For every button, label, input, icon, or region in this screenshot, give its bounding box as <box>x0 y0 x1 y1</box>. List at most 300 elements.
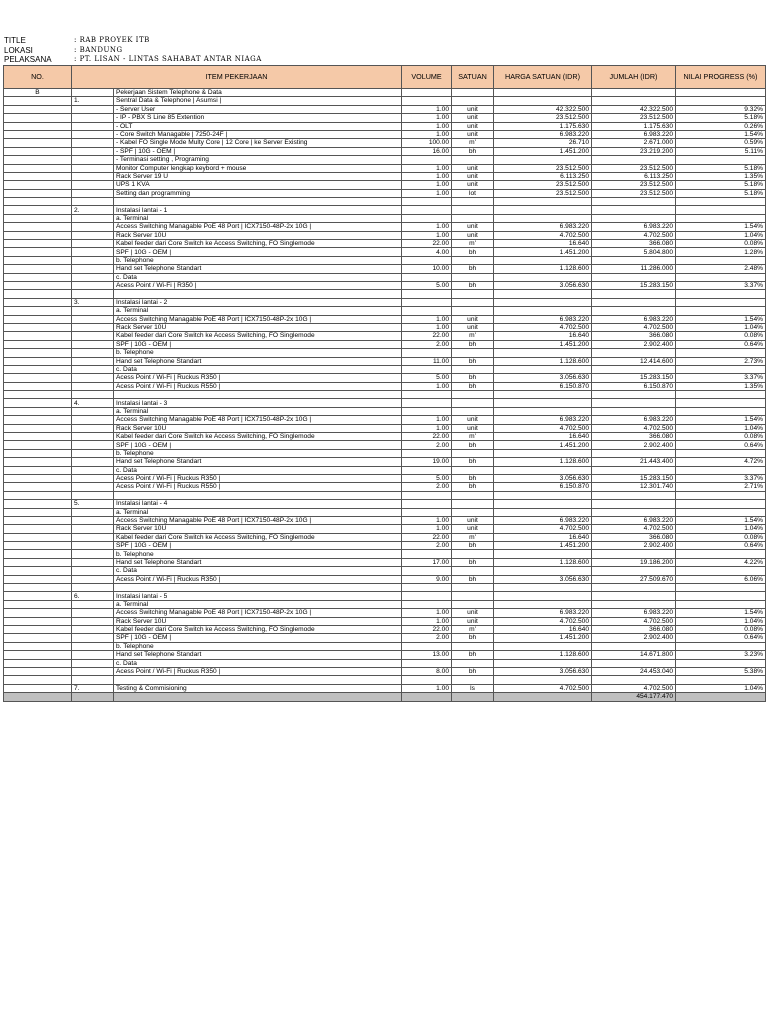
cell-jumlah: 21.443.400 <box>592 458 676 466</box>
cell-satuan <box>452 156 494 164</box>
cell-item: - Terminasi setting , Programing <box>114 156 402 164</box>
cell-volume: 13.00 <box>402 651 452 659</box>
cell-progress: 0.08% <box>676 626 766 634</box>
total-cell-blank <box>72 693 114 701</box>
cell-jumlah <box>592 273 676 281</box>
cell-progress: 1.54% <box>676 223 766 231</box>
cell-sub <box>72 626 114 634</box>
cell-sub: 1. <box>72 97 114 105</box>
cell-progress <box>676 642 766 650</box>
cell-item: Acess Point / Wi-Fi | Ruckus R550 | <box>114 382 402 390</box>
cell-sub <box>72 223 114 231</box>
cell-satuan: bh <box>452 382 494 390</box>
cell-sub <box>72 458 114 466</box>
cell-no <box>4 575 72 583</box>
cell-progress: 4.72% <box>676 458 766 466</box>
cell-no <box>4 667 72 675</box>
cell-item: Hand set Telephone Standart <box>114 357 402 365</box>
cell-no <box>4 281 72 289</box>
cell-item: Rack Server 10U <box>114 424 402 432</box>
cell-volume <box>402 365 452 373</box>
cell-sub <box>72 181 114 189</box>
cell-no <box>4 214 72 222</box>
cell-item: c. Data <box>114 659 402 667</box>
cell-satuan: m' <box>452 626 494 634</box>
cell-sub <box>72 130 114 138</box>
table-row <box>4 206 766 214</box>
cell-satuan: unit <box>452 609 494 617</box>
cell-no <box>4 399 72 407</box>
table-row <box>4 667 766 675</box>
cell-item: SPF | 10G - OEM | <box>114 542 402 550</box>
cell-volume <box>402 659 452 667</box>
table-row <box>4 542 766 550</box>
cell-harga: 16.640 <box>494 626 592 634</box>
cell-sub <box>72 214 114 222</box>
cell-volume: 9.00 <box>402 575 452 583</box>
cell-volume: 1.00 <box>402 516 452 524</box>
cell-satuan <box>452 642 494 650</box>
table-row <box>4 231 766 239</box>
cell-satuan <box>452 198 494 206</box>
cell-harga <box>494 642 592 650</box>
cell-progress <box>676 592 766 600</box>
cell-satuan: bh <box>452 340 494 348</box>
cell-harga: 16.640 <box>494 533 592 541</box>
cell-jumlah: 1.175.630 <box>592 122 676 130</box>
cell-jumlah: 15.283.150 <box>592 474 676 482</box>
cell-no <box>4 256 72 264</box>
cell-jumlah <box>592 550 676 558</box>
table-row <box>4 567 766 575</box>
table-row <box>4 147 766 155</box>
cell-satuan: unit <box>452 122 494 130</box>
cell-volume <box>402 642 452 650</box>
cell-no <box>4 130 72 138</box>
cell-item: - Server User <box>114 105 402 113</box>
cell-satuan: bh <box>452 458 494 466</box>
cell-no <box>4 223 72 231</box>
cell-jumlah <box>592 491 676 499</box>
cell-item <box>114 676 402 684</box>
cell-item: Access Switching Managable PoE 48 Port | ICX7150-48P-2x 10G | <box>114 315 402 323</box>
cell-sub <box>72 516 114 524</box>
cell-sub <box>72 550 114 558</box>
cell-progress <box>676 349 766 357</box>
cell-harga: 1.451.200 <box>494 248 592 256</box>
cell-volume: 1.00 <box>402 525 452 533</box>
cell-jumlah <box>592 391 676 399</box>
cell-no <box>4 567 72 575</box>
cell-item: SPF | 10G - OEM | <box>114 441 402 449</box>
cell-volume <box>402 256 452 264</box>
cell-sub <box>72 265 114 273</box>
cell-jumlah: 11.286.000 <box>592 265 676 273</box>
cell-item: b. Telephone <box>114 642 402 650</box>
cell-harga: 3.056.630 <box>494 575 592 583</box>
cell-no <box>4 265 72 273</box>
cell-volume: 8.00 <box>402 667 452 675</box>
cell-sub <box>72 139 114 147</box>
cell-item: c. Data <box>114 273 402 281</box>
cell-volume: 5.00 <box>402 281 452 289</box>
cell-progress <box>676 500 766 508</box>
cell-volume <box>402 349 452 357</box>
table-row <box>4 609 766 617</box>
cell-progress: 0.64% <box>676 441 766 449</box>
cell-volume: 1.00 <box>402 105 452 113</box>
cell-sub <box>72 449 114 457</box>
cell-volume <box>402 198 452 206</box>
cell-sub <box>72 508 114 516</box>
cell-satuan: m' <box>452 139 494 147</box>
cell-satuan: bh <box>452 483 494 491</box>
table-row <box>4 156 766 164</box>
cell-satuan: bh <box>452 667 494 675</box>
cell-item <box>114 198 402 206</box>
table-row <box>4 223 766 231</box>
table-row <box>4 349 766 357</box>
cell-jumlah: 6.983.220 <box>592 315 676 323</box>
cell-volume: 11.00 <box>402 357 452 365</box>
cell-no <box>4 659 72 667</box>
cell-sub <box>72 424 114 432</box>
cell-satuan: unit <box>452 130 494 138</box>
cell-progress: 5.18% <box>676 189 766 197</box>
cell-volume: 2.00 <box>402 542 452 550</box>
cell-jumlah: 12.414.600 <box>592 357 676 365</box>
cell-harga: 6.983.220 <box>494 223 592 231</box>
cell-item: UPS 1 KVA <box>114 181 402 189</box>
table-row <box>4 214 766 222</box>
cell-item: - SPF | 10G - OEM | <box>114 147 402 155</box>
table-row <box>4 659 766 667</box>
cell-progress <box>676 584 766 592</box>
cell-volume <box>402 500 452 508</box>
cell-item: Rack Server 19 U <box>114 172 402 180</box>
cell-sub <box>72 290 114 298</box>
cell-volume <box>402 214 452 222</box>
cell-progress <box>676 391 766 399</box>
cell-item: Sentral Data & Telephone | Asumsi | <box>114 97 402 105</box>
table-row <box>4 584 766 592</box>
cell-harga: 1.128.600 <box>494 558 592 566</box>
cell-satuan: unit <box>452 231 494 239</box>
cell-progress: 1.04% <box>676 424 766 432</box>
cell-progress <box>676 214 766 222</box>
cell-no <box>4 248 72 256</box>
cell-volume: 1.00 <box>402 617 452 625</box>
cell-progress: 3.37% <box>676 281 766 289</box>
cell-sub <box>72 147 114 155</box>
cell-satuan: unit <box>452 181 494 189</box>
cell-satuan <box>452 407 494 415</box>
cell-satuan: unit <box>452 617 494 625</box>
cell-item: - OLT <box>114 122 402 130</box>
table-row <box>4 441 766 449</box>
cell-sub <box>72 659 114 667</box>
cell-item: Access Switching Managable PoE 48 Port | ICX7150-48P-2x 10G | <box>114 516 402 524</box>
cell-volume <box>402 290 452 298</box>
cell-no <box>4 323 72 331</box>
cell-volume <box>402 407 452 415</box>
cell-progress: 0.08% <box>676 533 766 541</box>
cell-volume: 1.00 <box>402 122 452 130</box>
cell-volume: 22.00 <box>402 332 452 340</box>
cell-volume <box>402 298 452 306</box>
table-row <box>4 340 766 348</box>
table-row <box>4 684 766 692</box>
table-row <box>4 391 766 399</box>
cell-harga <box>494 584 592 592</box>
cell-item: Rack Server 10U <box>114 231 402 239</box>
lokasi-label: LOKASI <box>4 45 33 55</box>
cell-progress <box>676 676 766 684</box>
cell-harga: 6.983.220 <box>494 516 592 524</box>
cell-satuan <box>452 500 494 508</box>
total-cell-blank <box>494 693 592 701</box>
cell-progress: 6.06% <box>676 575 766 583</box>
cell-no <box>4 424 72 432</box>
cell-item: - Kabel FO Single Mode Multy Core | 12 Core | ke Server Existing <box>114 139 402 147</box>
cell-volume <box>402 508 452 516</box>
cell-item: Rack Server 10U <box>114 323 402 331</box>
table-row <box>4 122 766 130</box>
cell-sub <box>72 156 114 164</box>
cell-no <box>4 483 72 491</box>
cell-volume: 1.00 <box>402 164 452 172</box>
cell-sub <box>72 600 114 608</box>
table-row <box>4 600 766 608</box>
cell-jumlah: 14.671.800 <box>592 651 676 659</box>
cell-sub <box>72 391 114 399</box>
cell-progress <box>676 365 766 373</box>
table-row <box>4 676 766 684</box>
cell-harga: 4.702.500 <box>494 617 592 625</box>
cell-volume: 19.00 <box>402 458 452 466</box>
table-row <box>4 248 766 256</box>
cell-item: Kabel feeder dari Core Switch ke Access Switching, FO Singlemode <box>114 332 402 340</box>
cell-no <box>4 508 72 516</box>
table-row <box>4 374 766 382</box>
cell-sub: 2. <box>72 206 114 214</box>
cell-harga: 16.640 <box>494 240 592 248</box>
cell-harga: 1.451.200 <box>494 340 592 348</box>
table-row <box>4 642 766 650</box>
cell-volume <box>402 89 452 97</box>
cell-volume: 1.00 <box>402 424 452 432</box>
cell-progress <box>676 89 766 97</box>
cell-sub <box>72 256 114 264</box>
cell-satuan: unit <box>452 105 494 113</box>
cell-harga: 1.451.200 <box>494 147 592 155</box>
cell-harga: 6.983.220 <box>494 416 592 424</box>
cell-satuan: m' <box>452 240 494 248</box>
cell-item: c. Data <box>114 567 402 575</box>
cell-harga: 3.056.630 <box>494 474 592 482</box>
cell-sub <box>72 491 114 499</box>
cell-item: b. Telephone <box>114 256 402 264</box>
cell-satuan: bh <box>452 248 494 256</box>
cell-harga: 6.150.870 <box>494 382 592 390</box>
cell-harga: 1.451.200 <box>494 542 592 550</box>
cell-item: a. Terminal <box>114 214 402 222</box>
cell-jumlah: 27.509.670 <box>592 575 676 583</box>
cell-sub <box>72 164 114 172</box>
cell-jumlah <box>592 659 676 667</box>
cell-progress: 1.04% <box>676 525 766 533</box>
cell-jumlah: 6.983.220 <box>592 516 676 524</box>
cell-no <box>4 374 72 382</box>
cell-no <box>4 172 72 180</box>
cell-sub <box>72 114 114 122</box>
cell-jumlah <box>592 206 676 214</box>
cell-progress <box>676 273 766 281</box>
cell-satuan <box>452 206 494 214</box>
cell-no <box>4 684 72 692</box>
cell-progress: 1.54% <box>676 315 766 323</box>
cell-sub: 5. <box>72 500 114 508</box>
cell-volume: 1.00 <box>402 382 452 390</box>
cell-progress: 5.18% <box>676 181 766 189</box>
cell-progress: 1.04% <box>676 231 766 239</box>
cell-volume: 1.00 <box>402 130 452 138</box>
cell-progress <box>676 256 766 264</box>
cell-jumlah <box>592 365 676 373</box>
col-no: NO. <box>4 66 72 89</box>
cell-harga <box>494 550 592 558</box>
cell-progress <box>676 567 766 575</box>
table-row <box>4 164 766 172</box>
cell-harga: 23.512.500 <box>494 189 592 197</box>
cell-jumlah: 23.219.200 <box>592 147 676 155</box>
cell-no <box>4 240 72 248</box>
cell-volume <box>402 399 452 407</box>
cell-volume: 2.00 <box>402 340 452 348</box>
cell-volume: 1.00 <box>402 189 452 197</box>
cell-harga <box>494 676 592 684</box>
cell-harga <box>494 592 592 600</box>
table-row <box>4 474 766 482</box>
cell-harga <box>494 399 592 407</box>
cell-volume: 17.00 <box>402 558 452 566</box>
cell-volume: 1.00 <box>402 416 452 424</box>
cell-volume: 5.00 <box>402 374 452 382</box>
rab-table <box>3 65 766 702</box>
cell-item: a. Terminal <box>114 407 402 415</box>
cell-item: Access Switching Managable PoE 48 Port | ICX7150-48P-2x 10G | <box>114 609 402 617</box>
cell-harga: 6.150.870 <box>494 483 592 491</box>
table-row <box>4 273 766 281</box>
table-row <box>4 516 766 524</box>
cell-jumlah: 2.902.400 <box>592 340 676 348</box>
title-label: TITLE <box>4 36 26 45</box>
cell-no <box>4 290 72 298</box>
cell-jumlah: 19.186.200 <box>592 558 676 566</box>
cell-item: Instalasi lantai - 5 <box>114 592 402 600</box>
cell-volume <box>402 491 452 499</box>
table-row <box>4 508 766 516</box>
cell-progress: 0.08% <box>676 240 766 248</box>
cell-progress: 5.11% <box>676 147 766 155</box>
cell-sub: 6. <box>72 592 114 600</box>
cell-no <box>4 97 72 105</box>
cell-harga: 4.702.500 <box>494 231 592 239</box>
cell-item: Instalasi lantai - 1 <box>114 206 402 214</box>
cell-item: - IP - PBX S Line 85 Extention <box>114 114 402 122</box>
cell-satuan <box>452 365 494 373</box>
table-body <box>4 89 766 693</box>
cell-no <box>4 340 72 348</box>
cell-progress: 9.32% <box>676 105 766 113</box>
cell-harga <box>494 365 592 373</box>
cell-item: SPF | 10G - OEM | <box>114 248 402 256</box>
cell-jumlah <box>592 592 676 600</box>
cell-item: Kabel feeder dari Core Switch ke Access Switching, FO Singlemode <box>114 433 402 441</box>
cell-progress: 3.37% <box>676 474 766 482</box>
cell-volume <box>402 391 452 399</box>
cell-volume <box>402 584 452 592</box>
cell-satuan: bh <box>452 265 494 273</box>
cell-volume: 2.00 <box>402 441 452 449</box>
cell-no <box>4 407 72 415</box>
cell-jumlah: 366.080 <box>592 626 676 634</box>
cell-satuan: bh <box>452 651 494 659</box>
cell-volume: 1.00 <box>402 223 452 231</box>
cell-no <box>4 231 72 239</box>
cell-progress: 0.59% <box>676 139 766 147</box>
cell-volume: 1.00 <box>402 315 452 323</box>
cell-harga <box>494 273 592 281</box>
cell-progress: 4.22% <box>676 558 766 566</box>
cell-jumlah <box>592 349 676 357</box>
cell-jumlah: 12.301.740 <box>592 483 676 491</box>
cell-satuan: bh <box>452 575 494 583</box>
total-cell-blank <box>114 693 402 701</box>
cell-volume: 1.00 <box>402 181 452 189</box>
cell-no <box>4 181 72 189</box>
cell-harga <box>494 659 592 667</box>
cell-sub <box>72 172 114 180</box>
cell-no <box>4 332 72 340</box>
cell-harga: 26.710 <box>494 139 592 147</box>
cell-satuan <box>452 273 494 281</box>
table-row <box>4 281 766 289</box>
table-row <box>4 290 766 298</box>
cell-satuan <box>452 508 494 516</box>
cell-no <box>4 164 72 172</box>
cell-jumlah <box>592 97 676 105</box>
cell-volume <box>402 273 452 281</box>
cell-volume <box>402 307 452 315</box>
cell-jumlah <box>592 156 676 164</box>
table-row <box>4 105 766 113</box>
cell-sub <box>72 382 114 390</box>
cell-harga <box>494 214 592 222</box>
cell-jumlah: 23.512.500 <box>592 164 676 172</box>
cell-item: Testing & Commisioning <box>114 684 402 692</box>
cell-jumlah <box>592 290 676 298</box>
cell-progress <box>676 156 766 164</box>
cell-harga: 23.512.500 <box>494 181 592 189</box>
cell-jumlah <box>592 407 676 415</box>
cell-satuan <box>452 89 494 97</box>
cell-progress <box>676 449 766 457</box>
cell-no <box>4 139 72 147</box>
cell-progress: 0.08% <box>676 332 766 340</box>
cell-volume <box>402 97 452 105</box>
table-row <box>4 458 766 466</box>
